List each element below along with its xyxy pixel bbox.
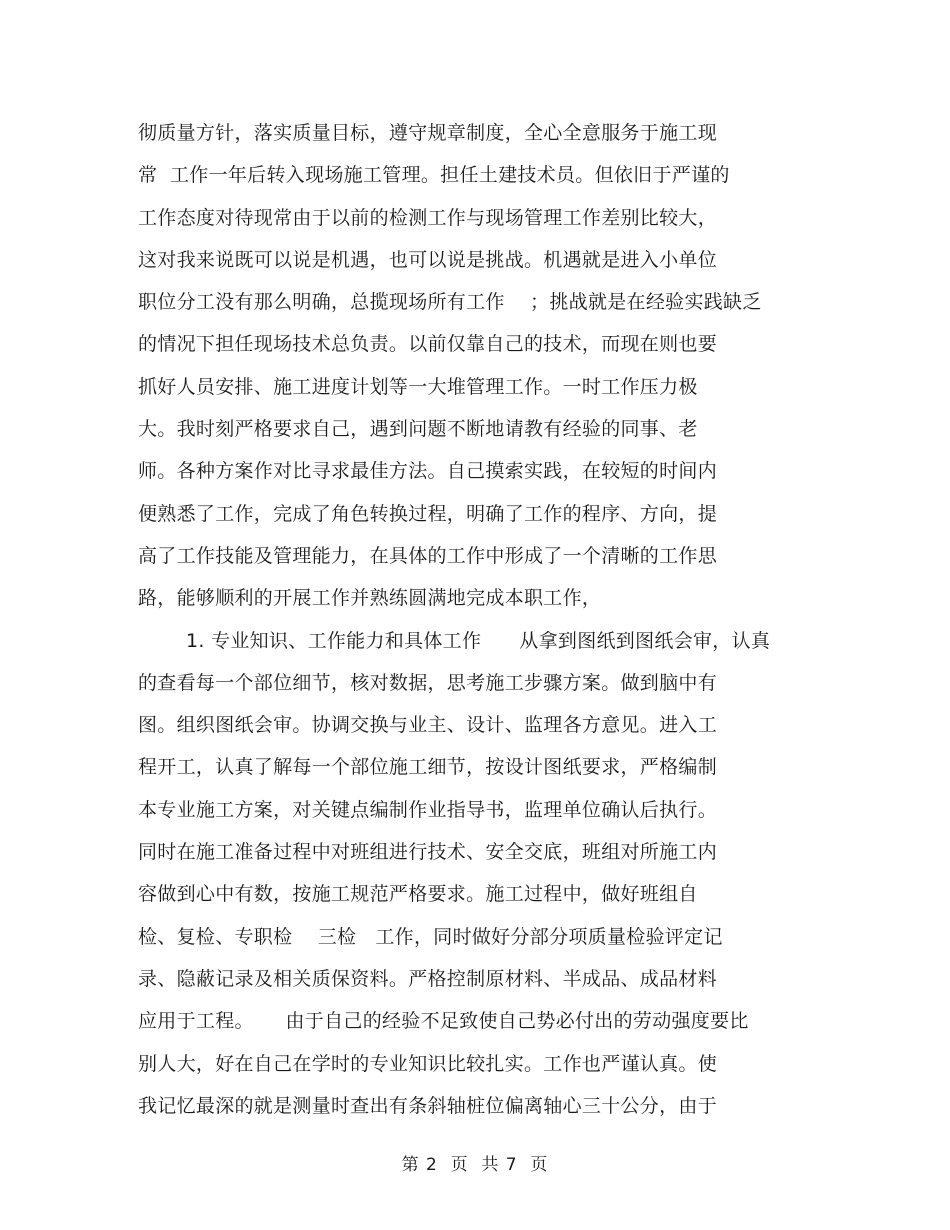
- text-line: 的情况下担任现场技术总负责。以前仅靠自己的技术，而现在则也要: [138, 333, 718, 356]
- text-line: 容做到心中有数，按施工规范严格要求。施工过程中，做好班组自: [138, 883, 698, 906]
- text-line: 录、隐蔽记录及相关质保资料。严格控制原材料、半成品、成品材料: [138, 967, 718, 990]
- text-line: 大。我时刻严格要求自己，遇到问题不断地请教有经验的同事、老: [138, 418, 698, 441]
- body-text: [138, 112, 808, 1127]
- text-line: 本专业施工方案，对关键点编制作业指导书，监理单位确认后执行。: [138, 798, 718, 821]
- page-footer: 第 2 页 共 7 页: [401, 1155, 549, 1175]
- text-line: 我记忆最深的就是测量时查出有条斜轴桩位偏离轴心三十公分，由于: [138, 1094, 718, 1117]
- text-line: 常 工作一年后转入现场施工管理。担任土建技术员。但依旧于严谨的: [138, 164, 730, 187]
- text-line: 路，能够顺利的开展工作并熟练圆满地完成本职工作，: [138, 587, 602, 610]
- text-line: 高了工作技能及管理能力，在具体的工作中形成了一个清晰的工作思: [138, 544, 718, 567]
- text-line: 的查看每一个部位细节，核对数据，思考施工步骤方案。做到脑中有: [138, 671, 718, 694]
- text-line: 应用于工程。 由于自己的经验不足致使自己势必付出的劳动强度要比: [138, 1010, 749, 1033]
- text-line: 检、复检、专职检 三检 工作，同时做好分部分项质量检验评定记: [138, 925, 723, 948]
- text-line: 师。各种方案作对比寻求最佳方法。自己摸索实践，在较短的时间内: [138, 460, 718, 483]
- text-line: 图。组织图纸会审。协调交换与业主、设计、监理各方意见。进入工: [138, 714, 718, 737]
- text-line: 别人大，好在自己在学时的专业知识比较扎实。工作也严谨认真。使: [138, 1052, 718, 1075]
- text-line: 职位分工没有那么明确，总揽现场所有工作 ；挑战就是在经验实践缺乏: [138, 291, 762, 314]
- text-line: 彻质量方针，落实质量目标，遵守规章制度，全心全意服务于施工现: [138, 122, 718, 144]
- text-line: 同时在施工准备过程中对班组进行技术、安全交底，班组对所施工内: [138, 841, 718, 864]
- text-line: 工作态度对待现常由于以前的检测工作与现场管理工作差别比较大，: [138, 206, 718, 229]
- text-line: 抓好人员安排、施工进度计划等一大堆管理工作。一时工作压力极: [138, 375, 698, 398]
- text-line: 这对我来说既可以说是机遇，也可以说是挑战。机遇就是进入小单位: [138, 248, 718, 271]
- text-line: 程开工，认真了解每一个部位施工细节，按设计图纸要求，严格编制: [138, 756, 718, 779]
- text-line: 便熟悉了工作，完成了角色转换过程，明确了工作的程序、方向，提: [138, 502, 718, 525]
- section-heading-line: 1. 专业知识、工作能力和具体工作 从拿到图纸到图纸会审，认真: [186, 629, 771, 652]
